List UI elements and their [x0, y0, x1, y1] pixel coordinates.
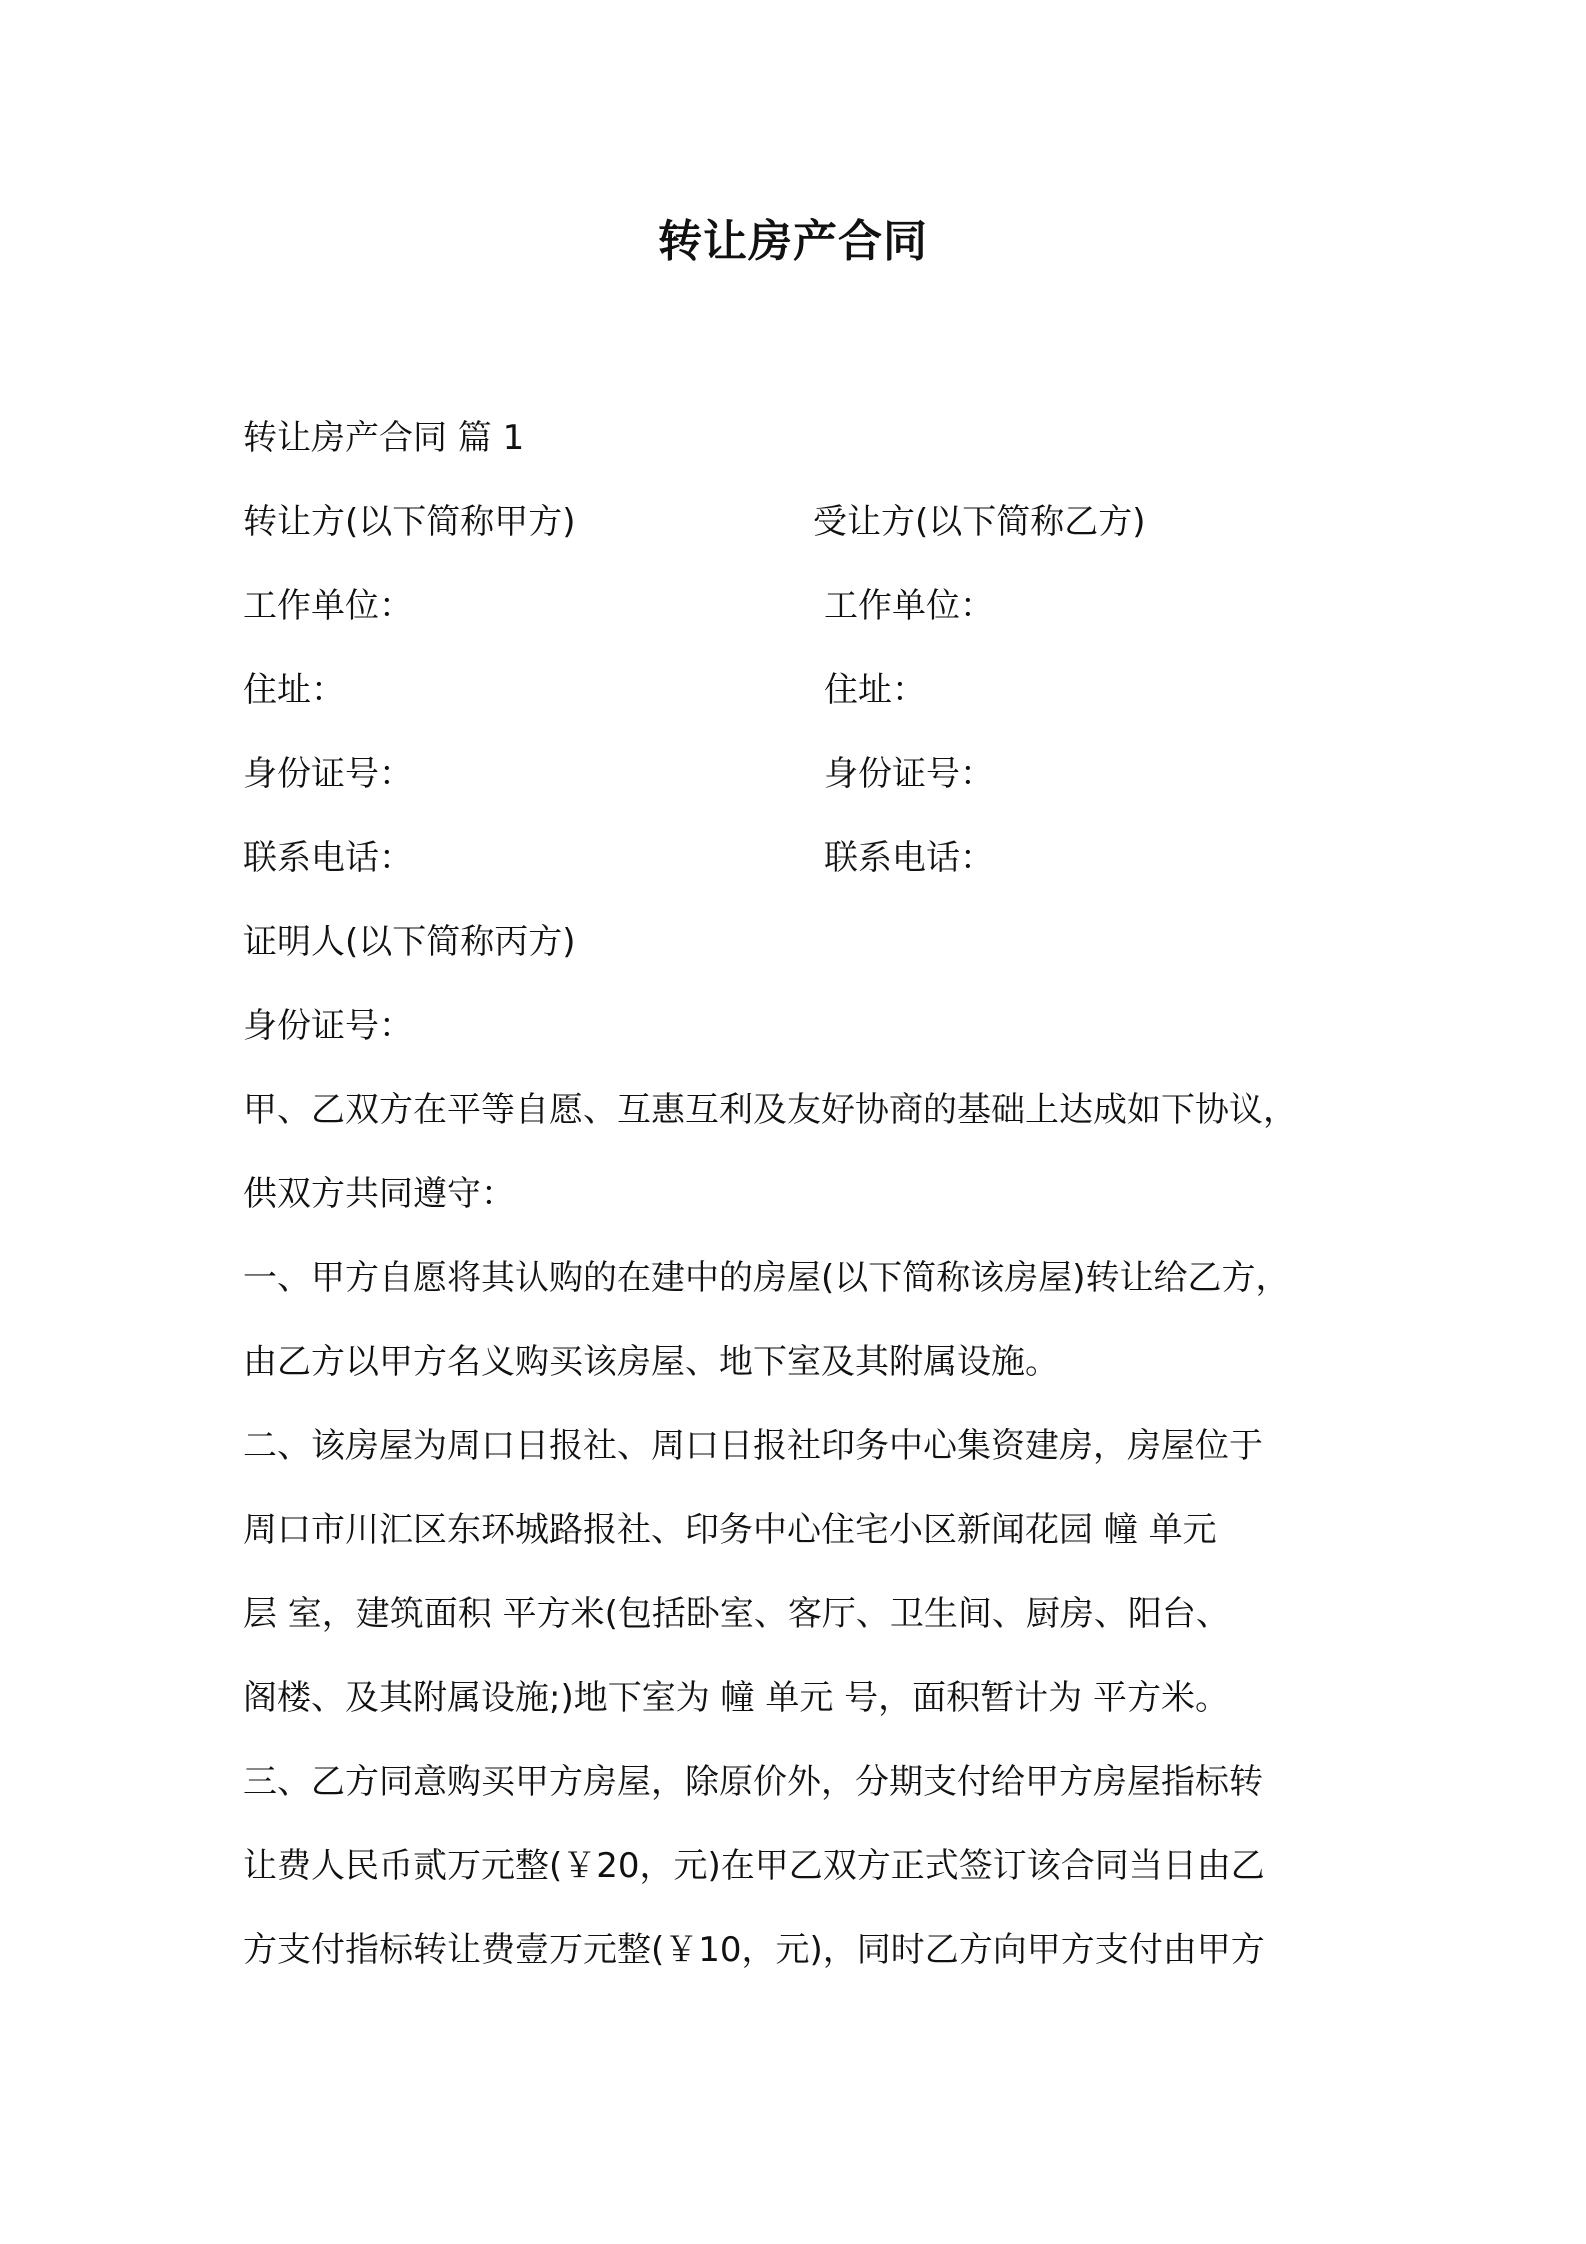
transferee-id-number: 身份证号： [824, 754, 994, 794]
body-line: 甲、乙双方在平等自愿、互惠互利及友好协商的基础上达成如下协议， [243, 1090, 1297, 1130]
body-line: 二、该房屋为周口日报社、周口日报社印务中心集资建房，房屋位于 [243, 1426, 1263, 1466]
transferee-work-unit: 工作单位： [824, 586, 994, 626]
transferee-phone: 联系电话： [824, 838, 994, 878]
witness-label: 证明人(以下简称丙方) [243, 922, 576, 962]
transferee-address: 住址： [824, 670, 926, 710]
transferee-label: 受让方(以下简称乙方) [813, 502, 1146, 542]
body-line: 层 室，建筑面积 平方米(包括卧室、客厅、卫生间、厨房、阳台、 [243, 1594, 1230, 1634]
body-line: 一、甲方自愿将其认购的在建中的房屋(以下简称该房屋)转让给乙方， [243, 1258, 1290, 1298]
witness-id-number: 身份证号： [243, 1006, 413, 1046]
transferor-work-unit: 工作单位： [243, 586, 413, 626]
transferor-phone: 联系电话： [243, 838, 413, 878]
body-line: 供双方共同遵守： [243, 1174, 515, 1214]
body-line: 由乙方以甲方名义购买该房屋、地下室及其附属设施。 [243, 1342, 1059, 1382]
transferor-label: 转让方(以下简称甲方) [243, 502, 576, 542]
transferor-id-number: 身份证号： [243, 754, 413, 794]
body-line: 三、乙方同意购买甲方房屋，除原价外，分期支付给甲方房屋指标转 [243, 1762, 1263, 1802]
body-line: 阁楼、及其附属设施;)地下室为 幢 单元 号，面积暂计为 平方米。 [243, 1678, 1229, 1718]
body-line: 周口市川汇区东环城路报社、印务中心住宅小区新闻花园 幢 单元 [243, 1510, 1217, 1550]
section-heading: 转让房产合同 篇 1 [243, 418, 525, 458]
transferor-address: 住址： [243, 670, 345, 710]
body-line: 方支付指标转让费壹万元整(￥10，元)，同时乙方向甲方支付由甲方 [243, 1930, 1265, 1970]
body-line: 让费人民币贰万元整(￥20，元)在甲乙双方正式签订该合同当日由乙 [243, 1846, 1265, 1886]
document-title: 转让房产合同 [658, 216, 928, 267]
